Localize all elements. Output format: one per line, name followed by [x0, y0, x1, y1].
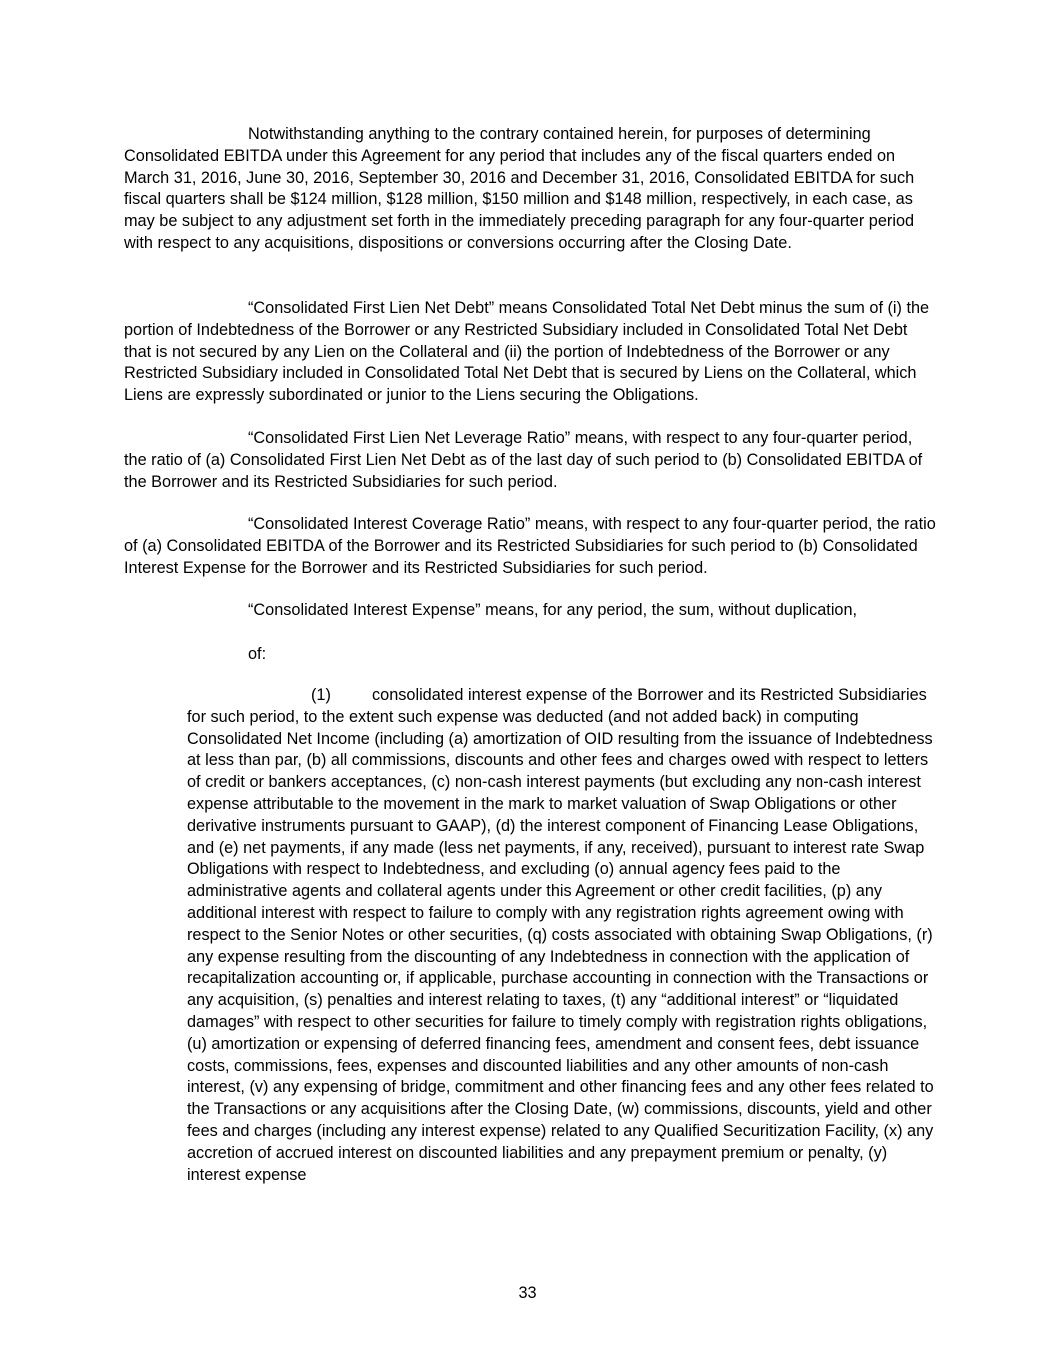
definition-consolidated-interest-expense [248, 600, 948, 622]
clause-text: consolidated interest expense of the Borrower and its Restricted Subsidiaries for such period, to the extent such expense was deducted (and not added back) in computing Consolidated Net Income (including (a) amortization of OID resulting from the issuance of Indebtedness at less than par, (b) all commissions, discounts and other fees and charges owed with respect to letters of credit or bankers acceptances, (c) non-cash interest payments (but excluding any non-cash interest expense attributable to the movement in the mark to market valuation of Swap Obligations or other derivative instruments pursuant to GAAP), (d) the interest component of Financing Lease Obligations, and (e) net payments, if any made (less net payments, if any, received), pursuant to interest rate Swap Obligations with respect to Indebtedness, and excluding (o) annual agency fees paid to the administrative agents and collateral agents under this Agreement or other credit facilities, (p) any additional interest with respect to failure to comply with any registration rights agreement owing with respect to the Senior Notes or other securities, (q) costs associated with obtaining Swap Obligations, (r) any expense resulting from the discounting of any Indebtedness in connection with the application of recapitalization accounting or, if applicable, purchase accounting in connection with the Transactions or any acquisition, (s) penalties and interest relating to taxes, (t) any “additional interest” or “liquidated damages” with respect to other securities for failure to timely comply with registration rights obligations, (u) amortization or expensing of deferred financing fees, amendment and consent fees, debt issuance costs, commissions, fees, expenses and discounted liabilities and any other amounts of non-cash interest, (v) any expensing of bridge, commitment and other financing fees and any other fees related to the Transactions or any acquisitions after the Closing Date, (w) commissions, discounts, yield and other fees and charges (including any interest expense) related to any Qualified Securitization Facility, (x) any accretion of accrued interest on discounted liabilities and any prepayment premium or penalty, (y) interest expense [187, 686, 934, 1184]
definition-continuation [248, 644, 348, 666]
definition-consolidated-first-lien-net-debt [124, 298, 936, 407]
definition-consolidated-first-lien-net-leverage-ratio [124, 428, 936, 493]
paragraph-ebitda-fiscal-quarters [124, 124, 936, 255]
paragraph-text: Notwithstanding anything to the contrary contained herein, for purposes of determining Consolidated EBITDA under this Agreement for any period that includes any of the fiscal quarters ended on March 31, 2016, June 30, 2016, September 30, 2016 and December 31, 2016, Consolidated EBITDA for such fiscal quarters shall be $124 million, $128 million, $150 million and $148 million, respectively, in each case, as may be subject to any adjustment set forth in the immediately preceding paragraph for any four-quarter period with respect to any acquisitions, dispositions or conversions occurring after the Closing Date. [124, 125, 915, 252]
paragraph-text: of: [248, 645, 267, 663]
definition-consolidated-interest-coverage-ratio [124, 514, 936, 579]
page-number: 33 [518, 1284, 537, 1302]
clause-number: (1) [311, 686, 331, 704]
paragraph-text: “Consolidated First Lien Net Debt” means Consolidated Total Net Debt minus the sum of (i) the portion of Indebtedness of the Borrower or any Restricted Subsidiary included in Consolidated Total Net Debt that is not secured by any Lien on the Collateral and (ii) the portion of Indebtedness of the Borrower or any Restricted Subsidiary included in Consolidated Total Net Debt that is secured by Liens on the Collateral, which Liens are expressly subordinated or junior to the Liens securing the Obligations. [124, 299, 930, 405]
paragraph-text: “Consolidated Interest Coverage Ratio” means, with respect to any four-quarter period, the ratio of (a) Consolidated EBITDA of the Borrower and its Restricted Subsidiaries for such period to (b) Consolidated Interest Expense for the Borrower and its Restricted Subsidiaries for such period. [124, 515, 936, 577]
clause-1-consolidated-interest-expense [187, 685, 939, 1186]
paragraph-text: “Consolidated First Lien Net Leverage Ratio” means, with respect to any four-quarter period, the ratio of (a) Consolidated First Lien Net Debt as of the last day of such period to (b) Consolidated EBITDA of the Borrower and its Restricted Subsidiaries for such period. [124, 429, 923, 491]
paragraph-text: “Consolidated Interest Expense” means, for any period, the sum, without duplication, [248, 601, 858, 619]
